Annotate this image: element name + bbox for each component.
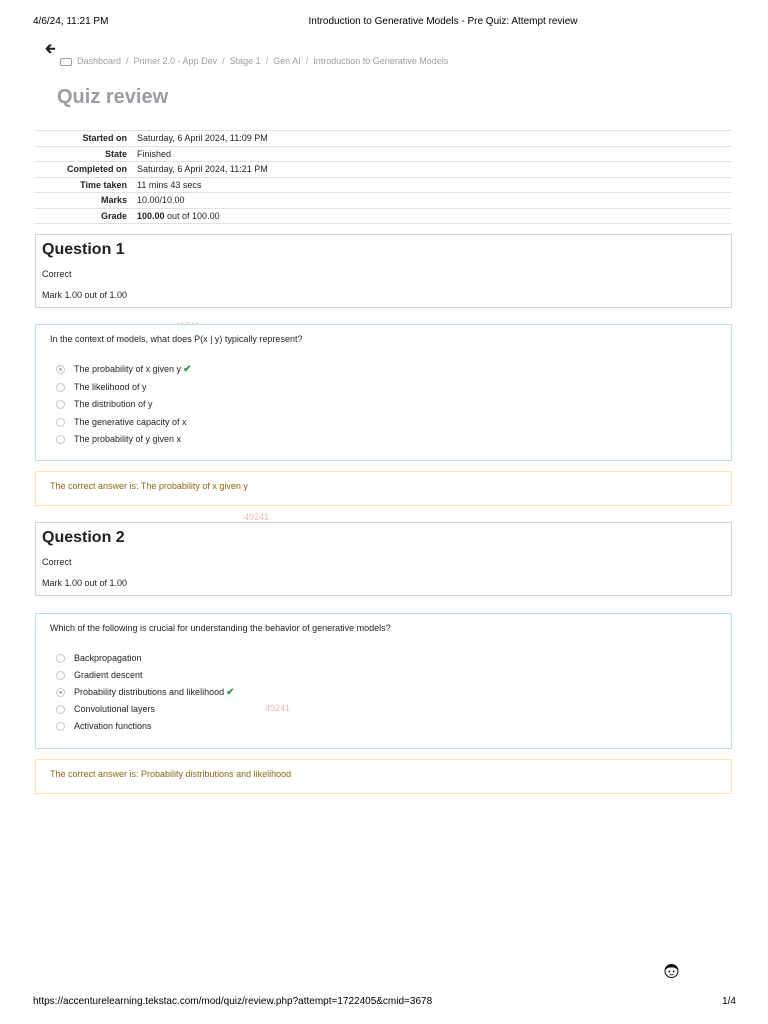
summary-label: Completed on bbox=[67, 164, 127, 175]
summary-value: Saturday, 6 April 2024, 11:21 PM bbox=[137, 164, 268, 175]
summary-row-marks bbox=[35, 193, 732, 209]
answer-option[interactable] bbox=[56, 399, 153, 409]
breadcrumb-course[interactable]: Primer 2.0 - App Dev bbox=[133, 56, 218, 66]
answer-option[interactable] bbox=[56, 382, 147, 392]
watermark: 49241 bbox=[265, 703, 291, 713]
question-1-formulation bbox=[35, 324, 732, 461]
summary-row-time-taken bbox=[35, 177, 732, 193]
answer-option[interactable] bbox=[56, 417, 187, 427]
page-title: Quiz review bbox=[57, 86, 169, 108]
answer-label: The likelihood of y bbox=[74, 382, 147, 392]
summary-label: Time taken bbox=[80, 179, 127, 190]
breadcrumb-separator: / bbox=[126, 56, 129, 66]
question-2-formulation bbox=[35, 613, 732, 749]
radio[interactable] bbox=[56, 400, 65, 409]
question-state: Correct bbox=[42, 557, 72, 567]
answer-option[interactable] bbox=[56, 653, 142, 663]
back-button[interactable] bbox=[45, 40, 56, 62]
print-datetime: 4/6/24, 11:21 PM bbox=[33, 16, 109, 27]
question-state: Correct bbox=[42, 269, 72, 279]
question-heading: Question 1 bbox=[42, 241, 125, 258]
answer-label: The probability of x given y bbox=[74, 364, 182, 374]
arrow-left-icon: 🡰 bbox=[45, 41, 56, 56]
radio[interactable] bbox=[56, 654, 65, 663]
radio[interactable] bbox=[56, 671, 65, 680]
breadcrumb-section[interactable]: Gen AI bbox=[273, 56, 301, 66]
question-mark: Mark 1.00 out of 1.00 bbox=[42, 578, 128, 588]
question-1-feedback bbox=[35, 471, 732, 506]
question-mark: Mark 1.00 out of 1.00 bbox=[42, 290, 128, 300]
answer-label: Activation functions bbox=[74, 721, 152, 731]
question-text: Which of the following is crucial for understanding the behavior of generative models? bbox=[50, 623, 391, 633]
breadcrumb-dashboard[interactable]: Dashboard bbox=[77, 56, 122, 66]
print-page-number: 1/4 bbox=[722, 996, 736, 1007]
answer-label: Gradient descent bbox=[74, 670, 143, 680]
answer-option[interactable] bbox=[56, 364, 191, 375]
radio[interactable] bbox=[56, 722, 65, 731]
summary-value: Finished bbox=[137, 148, 172, 159]
summary-label: State bbox=[104, 148, 127, 159]
answer-label: The distribution of y bbox=[74, 399, 153, 409]
summary-row-state bbox=[35, 146, 732, 162]
avatar-icon bbox=[663, 962, 680, 979]
answer-label: Probability distributions and likelihood bbox=[74, 687, 225, 697]
summary-value: 11 mins 43 secs bbox=[137, 179, 202, 190]
radio[interactable] bbox=[56, 383, 65, 392]
answer-label: The generative capacity of x bbox=[74, 417, 187, 427]
breadcrumb-separator: / bbox=[265, 56, 269, 66]
radio-selected[interactable] bbox=[56, 365, 65, 374]
summary-value bbox=[127, 208, 732, 224]
right-answer-text: The correct answer is: Probability distributions and likelihood bbox=[50, 769, 292, 779]
grade-value: 100.00 bbox=[137, 210, 165, 221]
question-heading: Question 2 bbox=[42, 529, 125, 546]
summary-row-started bbox=[35, 131, 732, 147]
attempt-summary-table bbox=[35, 130, 732, 224]
print-url: https://accenturelearning.tekstac.com/mod/quiz/review.php?attempt=1722405&cmid=3678 bbox=[33, 996, 433, 1007]
grade-out-of: out of 100.00 bbox=[164, 210, 220, 221]
breadcrumb-separator: / bbox=[305, 56, 309, 66]
radio[interactable] bbox=[56, 435, 65, 444]
question-2-info bbox=[35, 522, 732, 596]
breadcrumb bbox=[60, 56, 448, 66]
correct-check-icon: ✔ bbox=[183, 364, 192, 375]
breadcrumb-stage[interactable]: Stage 1 bbox=[229, 56, 261, 66]
answer-option[interactable] bbox=[56, 434, 181, 444]
breadcrumb-activity[interactable]: Introduction to Generative Models bbox=[313, 56, 449, 66]
answer-option[interactable] bbox=[56, 704, 155, 714]
summary-label: Marks bbox=[100, 195, 127, 206]
summary-value: Saturday, 6 April 2024, 11:09 PM bbox=[137, 133, 268, 144]
summary-value: 10.00/10.00 bbox=[137, 195, 185, 206]
answer-label: Backpropagation bbox=[74, 653, 142, 663]
summary-label: Started on bbox=[82, 133, 127, 144]
answer-option[interactable] bbox=[56, 670, 143, 680]
radio[interactable] bbox=[56, 418, 65, 427]
question-2-feedback bbox=[35, 759, 732, 794]
print-page-title: Introduction to Generative Models - Pre Quiz: Attempt review bbox=[308, 16, 578, 27]
radio[interactable] bbox=[56, 705, 65, 714]
answer-label: Convolutional layers bbox=[74, 704, 156, 714]
answer-option[interactable] bbox=[56, 721, 152, 731]
right-answer-text: The correct answer is: The probability of x given y bbox=[50, 481, 248, 491]
answer-option[interactable] bbox=[56, 687, 234, 698]
watermark: 49241 bbox=[244, 512, 270, 522]
summary-label: Grade bbox=[100, 210, 127, 221]
breadcrumb-separator: / bbox=[222, 56, 225, 66]
correct-check-icon: ✔ bbox=[226, 687, 235, 698]
radio-selected[interactable] bbox=[56, 688, 65, 697]
summary-row-grade bbox=[35, 208, 732, 224]
answer-label: The probability of y given x bbox=[74, 434, 182, 444]
mortarboard-icon bbox=[60, 58, 72, 66]
question-1-info bbox=[35, 234, 732, 308]
question-text: In the context of models, what does P(x | y) typically represent? bbox=[50, 334, 303, 344]
summary-row-completed bbox=[35, 162, 732, 178]
